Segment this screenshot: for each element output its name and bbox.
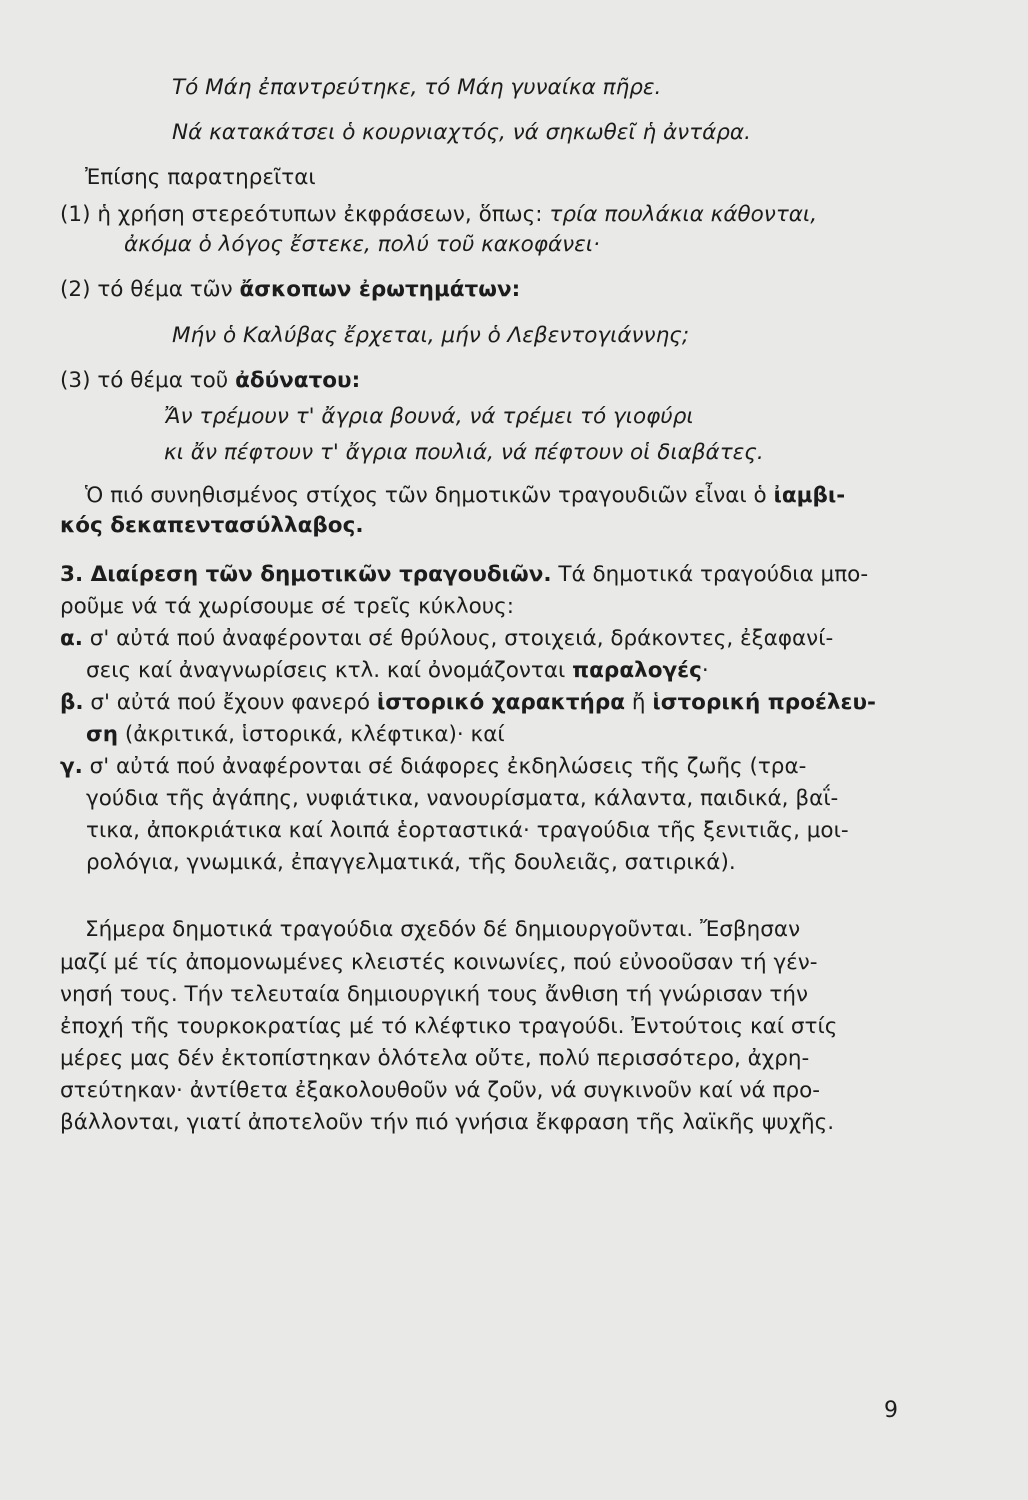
- closing-line-3: νησή τους. Τήν τελευταία δημιουργική τους ἄνθιση τή γνώρισαν τήν: [60, 982, 808, 1007]
- page-number: 9: [884, 1398, 898, 1423]
- section-3-line-1: [60, 560, 960, 590]
- cycle-a-end: ·: [701, 658, 709, 683]
- poem-line-1: Τό Μάη ἐπαντρεύτηκε, τό Μάη γυναίκα πῆρε.: [172, 75, 662, 100]
- cycle-b-text-1: σ' αὐτά πού ἔχουν φανερό: [90, 690, 370, 715]
- cycle-b-bold-3: ση: [86, 722, 119, 747]
- closing-line-5: μέρες μας δέν ἐκτοπίστηκαν ὁλότελα οὔτε, πολύ περισσότερο, ἀχρη-: [60, 1046, 810, 1071]
- cycle-a-line-2: [86, 656, 986, 686]
- poem-line-2: Νά κατακάτσει ὁ κουρνιαχτός, νά σηκωθεῖ ἡ ἀντάρα.: [172, 120, 751, 145]
- cycle-b-marker: β.: [60, 690, 84, 715]
- cycle-a-text-2: σεις καί ἀναγνωρίσεις κτλ. καί ὀνομάζονται: [86, 658, 566, 683]
- closing-line-4: ἐποχή τῆς τουρκοκρατίας μέ τό κλέφτικο τραγούδι. Ἐντούτοις καί στίς: [60, 1014, 838, 1039]
- cycle-c-line-1: [60, 752, 960, 782]
- closing-line-2: μαζί μέ τίς ἀπομονωμένες κλειστές κοινωνίες, πού εὐνοοῦσαν τή γέν-: [60, 950, 818, 975]
- cycle-b-bold-2: ἱστορική προέλευ-: [652, 690, 876, 715]
- item-1-marker: (1): [60, 202, 91, 227]
- cycle-b-bold-1: ἱστορικό χαρακτήρα: [376, 690, 626, 715]
- closing-line-7: βάλλονται, γιατί ἀποτελοῦν τήν πιό γνήσια ἔκφραση τῆς λαϊκῆς ψυχῆς.: [60, 1110, 835, 1135]
- intro-text: Ἐπίσης παρατηρεῖται: [85, 165, 316, 190]
- cycle-a-line-1: [60, 624, 960, 654]
- meter-line-2: [60, 511, 960, 541]
- meter-text: Ὁ πιό συνηθισμένος στίχος τῶν δημοτικῶν τραγουδιῶν εἶναι ὁ: [85, 483, 767, 508]
- section-3-intro-1: Τά δημοτικά τραγούδια μπο-: [558, 562, 869, 587]
- item-1-line-1: [60, 200, 960, 230]
- meter-line-1: [85, 481, 985, 511]
- item-3-text: τό θέμα τοῦ: [97, 368, 229, 393]
- cycle-b-line-2: [86, 720, 986, 750]
- item-2-text: τό θέμα τῶν: [97, 277, 233, 302]
- section-3-heading: 3. Διαίρεση τῶν δημοτικῶν τραγουδιῶν.: [60, 562, 552, 587]
- cycle-a-text-1: σ' αὐτά πού ἀναφέρονται σέ θρύλους, στοιχειά, δράκοντες, ἐξαφανί-: [89, 626, 834, 651]
- cycle-b-mid: ἤ: [631, 690, 646, 715]
- section-3-intro-2: ροῦμε νά τά χωρίσουμε σέ τρεῖς κύκλους:: [60, 594, 515, 619]
- closing-line-1: Σήμερα δημοτικά τραγούδια σχεδόν δέ δημιουργοῦνται. Ἔσβησαν: [85, 917, 801, 942]
- item-3-example-1: Ἄν τρέμουν τ' ἄγρια βουνά, νά τρέμει τό γιοφύρι: [164, 404, 694, 429]
- item-3-marker: (3): [60, 368, 91, 393]
- meter-bold-2: κός δεκαπεντασύλλαβος.: [60, 513, 364, 538]
- item-3-bold-term: ἀδύνατου:: [235, 368, 361, 393]
- meter-bold-1: ἰαμβι-: [773, 483, 846, 508]
- item-3-example-2: κι ἄν πέφτουν τ' ἄγρια πουλιά, νά πέφτουν οἱ διαβάτες.: [164, 440, 764, 465]
- item-2-bold-term: ἄσκοπων ἐρωτημάτων:: [239, 277, 521, 302]
- cycle-b-line-1: [60, 688, 960, 718]
- cycle-b-text-2: (ἀκριτικά, ἱστορικά, κλέφτικα)· καί: [124, 722, 505, 747]
- cycle-c-line-4: ρολόγια, γνωμικά, ἐπαγγελματικά, τῆς δουλειᾶς, σατιρικά).: [86, 850, 736, 875]
- item-1-example-1: τρία πουλάκια κάθονται,: [549, 202, 818, 227]
- cycle-a-bold-term: παραλογές: [572, 658, 702, 683]
- cycle-c-line-2: γούδια τῆς ἀγάπης, νυφιάτικα, νανουρίσματα, κάλαντα, παιδικά, βαΐ-: [86, 786, 839, 811]
- item-1-example-2: ἀκόμα ὁ λόγος ἔστεκε, πολύ τοῦ κακοφάνει·: [124, 232, 600, 257]
- item-1-text: ἡ χρήση στερεότυπων ἐκφράσεων, ὅπως:: [97, 202, 543, 227]
- closing-line-6: στεύτηκαν· ἀντίθετα ἐξακολουθοῦν νά ζοῦν, νά συγκινοῦν καί νά προ-: [60, 1078, 821, 1103]
- cycle-c-line-3: τικα, ἀποκριάτικα καί λοιπά ἑορταστικά· τραγούδια τῆς ξενιτιᾶς, μοι-: [86, 818, 849, 843]
- cycle-c-marker: γ.: [60, 754, 83, 779]
- item-2-line: [60, 275, 960, 305]
- cycle-c-text-1: σ' αὐτά πού ἀναφέρονται σέ διάφορες ἐκδηλώσεις τῆς ζωῆς (τρα-: [89, 754, 807, 779]
- item-2-example: Μήν ὁ Καλύβας ἔρχεται, μήν ὁ Λεβεντογιάννης;: [172, 323, 690, 348]
- item-3-line: [60, 366, 960, 396]
- item-2-marker: (2): [60, 277, 91, 302]
- cycle-a-marker: α.: [60, 626, 83, 651]
